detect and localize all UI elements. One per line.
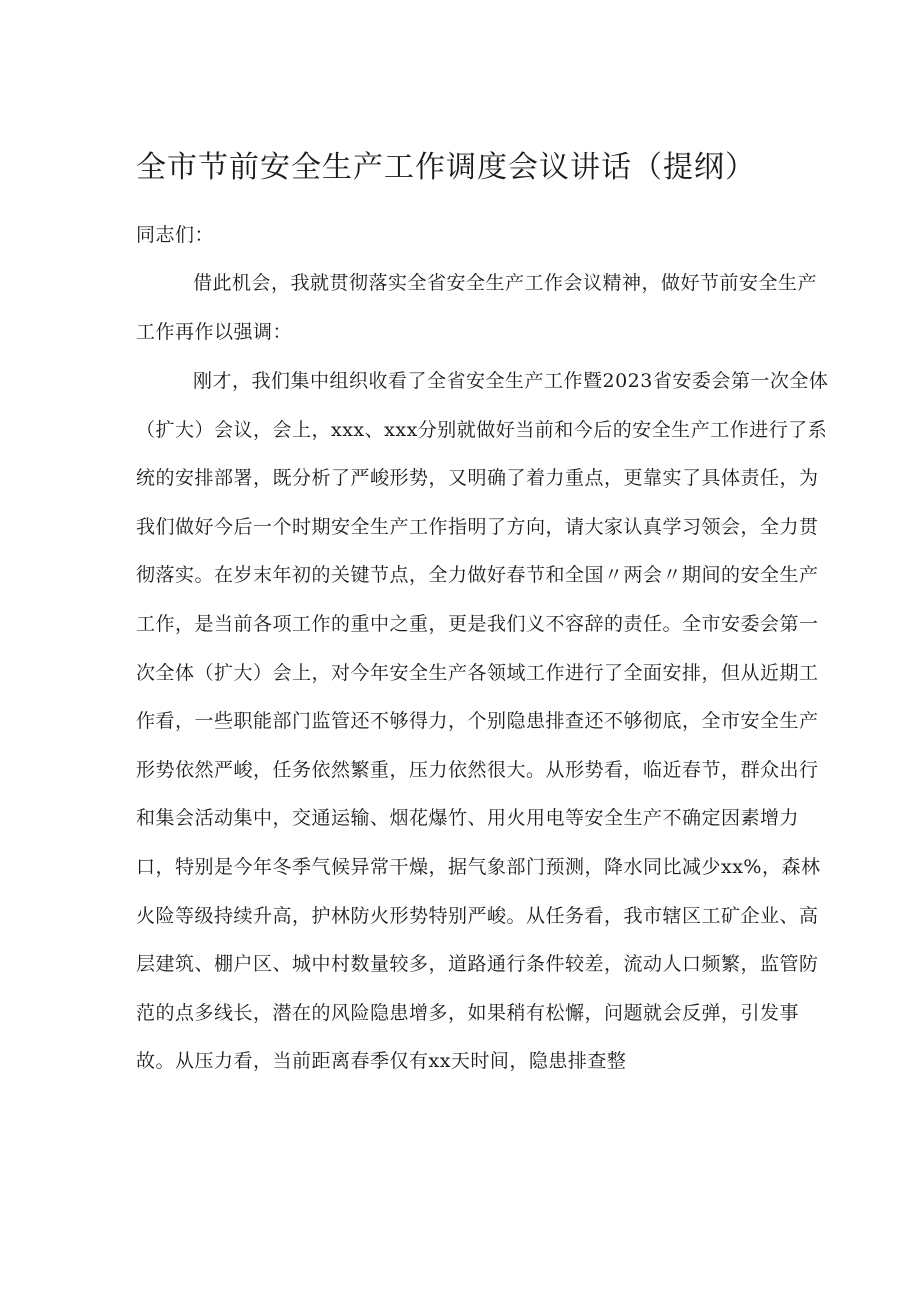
paragraph-2: 刚才，我们集中组织收看了全省安全生产工作暨2023省安委会第一次全体（扩大）会议，会上，xxx、xxx分别就做好当前和今后的安全生产工作进行了系统的安排部署，既分析了严峻形势，又明确了着力重点，更靠实了具体责任，为我们做好今后一个时期安全生产工作指明了方向，请大家认真学习领会，全力贯彻落实。在岁末年初的关键节点，全力做好春节和全国〃两会〃期间的安全生产工作，是当前各项工作的重中之重，更是我们义不容辞的责任。全市安委会第一次全体（扩大）会上，对今年安全生产各领域工作进行了全面安排，但从近期工作看，一些职能部门监管还不够得力，个别隐患排查还不够彻底，全市安全生产形势依然严峻，任务依然繁重，压力依然很大。从形势看，临近春节，群众出行和集会活动集中，交通运输、烟花爆竹、用火用电等安全生产不确定因素增力口，特别是今年冬季气候异常干燥，据气象部门预测，降水同比减少xx%，森林火险等级持续升高，护林防火形势特别严峻。从任务看，我市辖区工矿企业、高层建筑、棚户区、城中村数量较多，道路通行条件较差，流动人口频繁，监管防范的点多线长，潜在的风险隐患增多，如果稍有松懈，问题就会反弹，引发事故。从压力看，当前距离春季仅有xx天时间，隐患排查整 [136,370,829,1073]
salutation: 同志们： [136,224,215,246]
paragraph-1: 借此机会，我就贯彻落实全省安全生产工作会议精神，做好节前安全生产工作再作以强调： [136,272,818,343]
document-title: 全市节前安全生产工作调度会议讲话（提纲） [136,150,756,185]
